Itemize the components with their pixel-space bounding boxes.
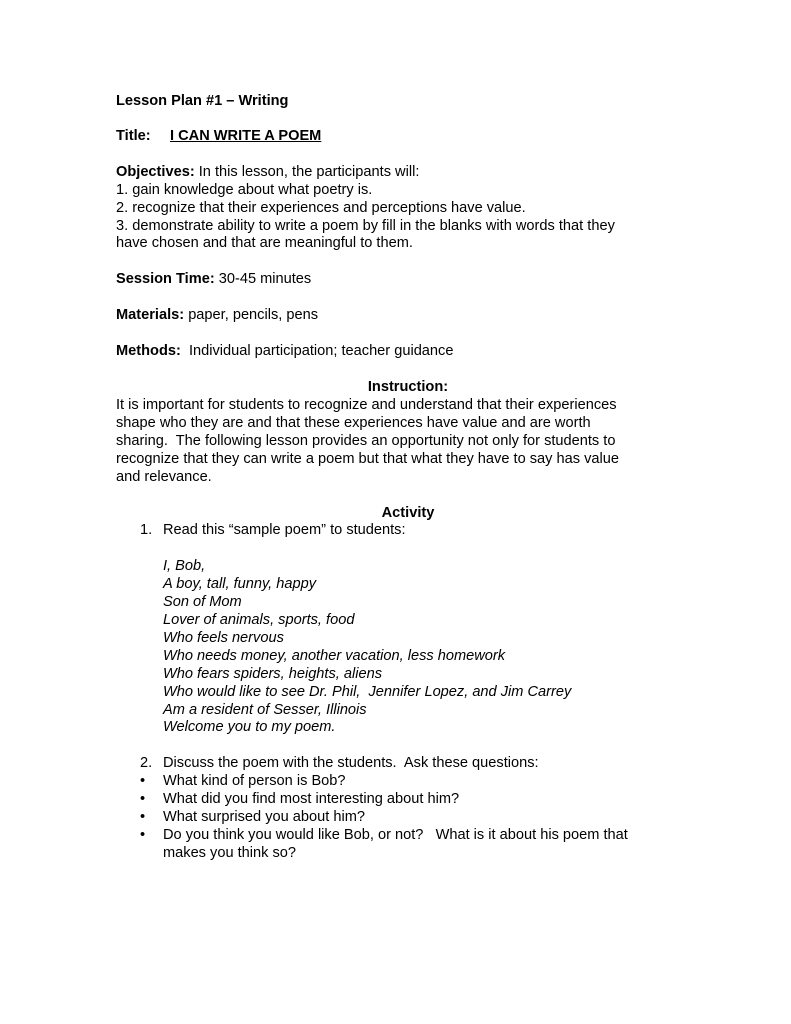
poem-line: Am a resident of Sesser, Illinois [163, 701, 367, 718]
objective-item: 1. gain knowledge about what poetry is. [116, 181, 373, 198]
objective-item: 2. recognize that their experiences and perceptions have value. [116, 199, 526, 216]
question-text: What kind of person is Bob? [163, 773, 346, 790]
objectives-intro: In this lesson, the participants will: [194, 163, 420, 180]
materials-label: Materials: [116, 307, 185, 324]
lesson-plan-heading: Lesson Plan #1 – Writing [116, 93, 289, 109]
methods-section [116, 343, 676, 361]
poem-line: Who needs money, another vacation, less homework [163, 647, 506, 664]
bullet-icon: • [140, 791, 146, 808]
poem-line: Who fears spiders, heights, aliens [163, 665, 383, 682]
poem-line: Who would like to see Dr. Phil, Jennifer Lopez, and Jim Carrey [163, 683, 572, 700]
question-text [163, 827, 628, 863]
poem-line: Lover of animals, sports, food [163, 612, 355, 629]
objective-item: have chosen and that are meaningful to them. [116, 235, 413, 252]
bullet-icon: • [140, 809, 146, 826]
title-row [116, 128, 676, 146]
instruction-line: recognize that they can write a poem but that what they have to say has value [116, 450, 619, 467]
title-label: Title: [116, 127, 151, 144]
step-text: Read this “sample poem” to students: [163, 522, 406, 539]
bullet-icon: • [140, 773, 146, 790]
question-line: Do you think you would like Bob, or not? What is it about his poem that [163, 827, 628, 843]
question-text: What did you find most interesting about him? [163, 791, 460, 808]
objective-item: 3. demonstrate ability to write a poem by fill in the blanks with words that they [116, 217, 615, 234]
step-text: Discuss the poem with the students. Ask these questions: [163, 755, 539, 772]
objectives-label: Objectives: [116, 163, 195, 180]
session-time-value: 30-45 minutes [214, 271, 312, 288]
instruction-line: shape who they are and that these experiences have value and are worth [116, 414, 591, 431]
activity-heading: Activity [381, 504, 435, 521]
question-item [140, 773, 676, 791]
objectives-intro-line [116, 164, 676, 182]
instruction-line: It is important for students to recognize and understand that their experiences [116, 396, 617, 413]
question-item [140, 791, 676, 809]
instruction-line: and relevance. [116, 468, 212, 485]
materials-section [116, 307, 676, 325]
question-item [140, 809, 676, 827]
step-number: 1. [140, 522, 153, 539]
session-time-section [116, 271, 676, 289]
question-text: What surprised you about him? [163, 809, 365, 826]
question-item [140, 827, 676, 863]
poem-line: Son of Mom [163, 594, 242, 611]
bullet-icon: • [140, 827, 146, 843]
instruction-heading: Instruction: [367, 379, 449, 396]
step-number: 2. [140, 755, 153, 772]
poem-line: I, Bob, [163, 558, 206, 575]
session-time-label: Session Time: [116, 271, 215, 288]
sample-poem [163, 558, 676, 737]
methods-label: Methods: [116, 343, 181, 360]
methods-value: Individual participation; teacher guidance [180, 343, 454, 360]
question-list [116, 773, 676, 863]
activity-section [116, 505, 676, 863]
poem-title: I CAN WRITE A POEM [170, 127, 322, 144]
activity-step-1 [140, 522, 676, 540]
poem-line: Welcome you to my poem. [163, 719, 336, 736]
activity-step-2 [140, 755, 676, 773]
objectives-section [116, 164, 676, 254]
document-page [116, 93, 676, 863]
instruction-section [116, 379, 676, 486]
instruction-line: sharing. The following lesson provides an opportunity not only for students to [116, 432, 616, 449]
poem-line: Who feels nervous [163, 629, 284, 646]
question-line: makes you think so? [163, 844, 297, 861]
materials-value: paper, pencils, pens [184, 307, 319, 324]
poem-line: A boy, tall, funny, happy [163, 576, 317, 593]
